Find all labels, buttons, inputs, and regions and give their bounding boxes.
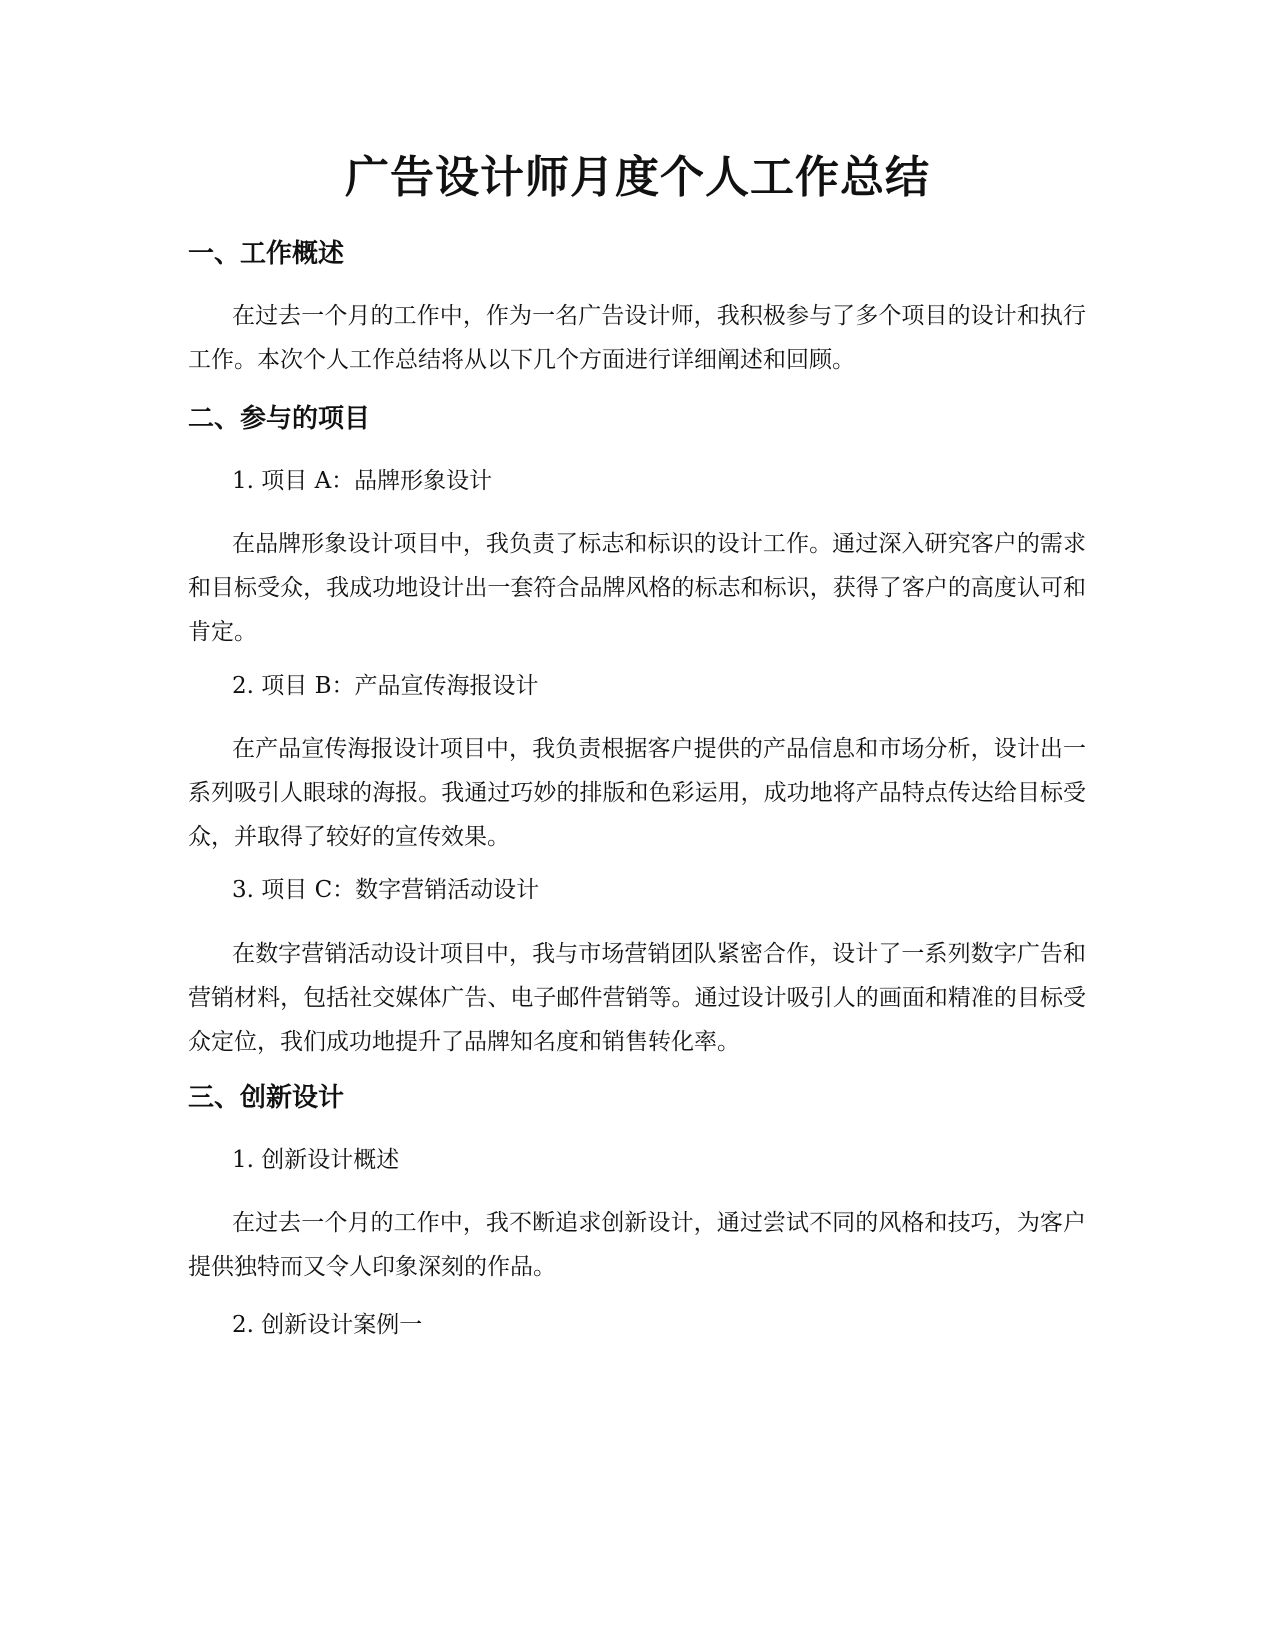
- paragraph-overview: 在过去一个月的工作中，作为一名广告设计师，我积极参与了多个项目的设计和执行工作。本次个人工作总结将从以下几个方面进行详细阐述和回顾。: [188, 303, 1086, 373]
- project-c-title: 3. 项目 C：数字营销活动设计: [232, 877, 540, 903]
- section-heading-overview: 一、工作概述: [188, 239, 345, 269]
- innovation-overview-title: 1. 创新设计概述: [232, 1147, 400, 1173]
- project-a-title: 1. 项目 A：品牌形象设计: [232, 468, 493, 494]
- innovation-overview-paragraph: 在过去一个月的工作中，我不断追求创新设计，通过尝试不同的风格和技巧，为客户提供独特而又令人印象深刻的作品。: [188, 1210, 1086, 1280]
- project-b-paragraph: 在产品宣传海报设计项目中，我负责根据客户提供的产品信息和市场分析，设计出一系列吸引人眼球的海报。我通过巧妙的排版和色彩运用，成功地将产品特点传达给目标受众，并取得了较好的宣传效果。: [188, 736, 1086, 850]
- section-heading-projects: 二、参与的项目: [188, 404, 371, 434]
- innovation-case-one-title: 2. 创新设计案例一: [232, 1312, 423, 1338]
- project-b-title: 2. 项目 B：产品宣传海报设计: [232, 673, 539, 699]
- project-a-paragraph: 在品牌形象设计项目中，我负责了标志和标识的设计工作。通过深入研究客户的需求和目标受众，我成功地设计出一套符合品牌风格的标志和标识，获得了客户的高度认可和肯定。: [188, 531, 1086, 645]
- project-c-paragraph: 在数字营销活动设计项目中，我与市场营销团队紧密合作，设计了一系列数字广告和营销材料，包括社交媒体广告、电子邮件营销等。通过设计吸引人的画面和精准的目标受众定位，我们成功地提升了品牌知名度和销售转化率。: [188, 941, 1086, 1055]
- document-title: 广告设计师月度个人工作总结: [345, 152, 930, 203]
- section-heading-innovation: 三、创新设计: [188, 1083, 345, 1113]
